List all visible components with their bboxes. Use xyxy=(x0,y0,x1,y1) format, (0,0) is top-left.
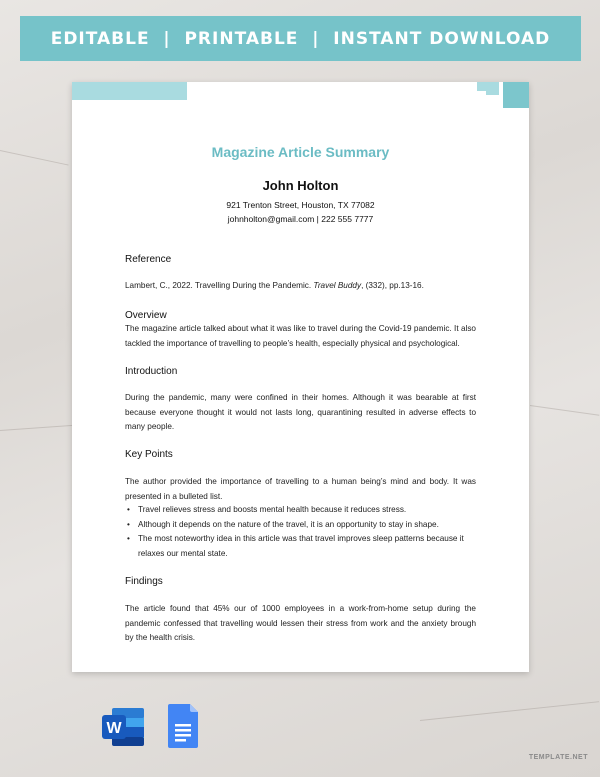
header-decoration xyxy=(72,82,187,100)
key-points-list xyxy=(125,503,476,561)
overview-text: The magazine article talked about what it was like to travel during the Covid-19 pandemic. It also tackled the importance of travelling to people’s health, especially physical and psychological. xyxy=(125,324,476,348)
google-docs-icon xyxy=(168,704,200,748)
word-icon xyxy=(100,706,146,748)
header-decoration xyxy=(503,82,529,108)
header-decoration xyxy=(477,82,486,91)
findings-text: The article found that 45% our of 1000 employees in a work-from-home setup during the pandemic confessed that travelling would lessen their stress from work and the anxiety brough by the health crisis. xyxy=(125,604,476,642)
key-points-text: The author provided the importance of travelling to a human being’s mind and body. It was presented in a bulleted list. xyxy=(125,477,476,501)
marble-vein xyxy=(530,405,599,416)
author-contact: johnholton@gmail.com | 222 555 7777 xyxy=(227,214,374,224)
document-page xyxy=(72,82,529,672)
introduction-text: During the pandemic, many were confined in their homes. Although it was bearable at first because everyone thought it would not lasts long, quarantining resulted in adverse effects to many people. xyxy=(125,393,476,431)
list-item: • The most noteworthy idea in this article was that travel improves sleep patterns because it relaxes our mental state. xyxy=(125,532,476,561)
section-heading-introduction: Introduction xyxy=(125,366,178,377)
section-heading-key-points: Key Points xyxy=(125,449,173,460)
section-heading-reference: Reference xyxy=(125,254,172,265)
list-item: • Travel relieves stress and boosts mental health because it reduces stress. xyxy=(125,503,476,518)
section-heading-overview: Overview xyxy=(125,310,167,321)
svg-text:W: W xyxy=(106,720,122,737)
marble-vein xyxy=(0,150,69,166)
author-address: 921 Trenton Street, Houston, TX 77082 xyxy=(226,200,375,210)
template-watermark: TEMPLATE.NET xyxy=(528,754,588,761)
document-title: Magazine Article Summary xyxy=(211,144,390,160)
feature-banner: EDITABLE | PRINTABLE | INSTANT DOWNLOAD xyxy=(20,16,581,61)
reference-text: Lambert, C., 2022. Travelling During the Pandemic. Travel Buddy, (332), pp.13-16. xyxy=(125,281,424,290)
author-name: John Holton xyxy=(262,178,339,193)
header-decoration xyxy=(486,82,499,95)
journal-name: Travel Buddy xyxy=(313,281,362,290)
marble-vein xyxy=(420,701,599,721)
section-heading-findings: Findings xyxy=(125,576,163,587)
list-item: • Although it depends on the nature of the travel, it is an opportunity to stay in shape. xyxy=(125,518,476,533)
